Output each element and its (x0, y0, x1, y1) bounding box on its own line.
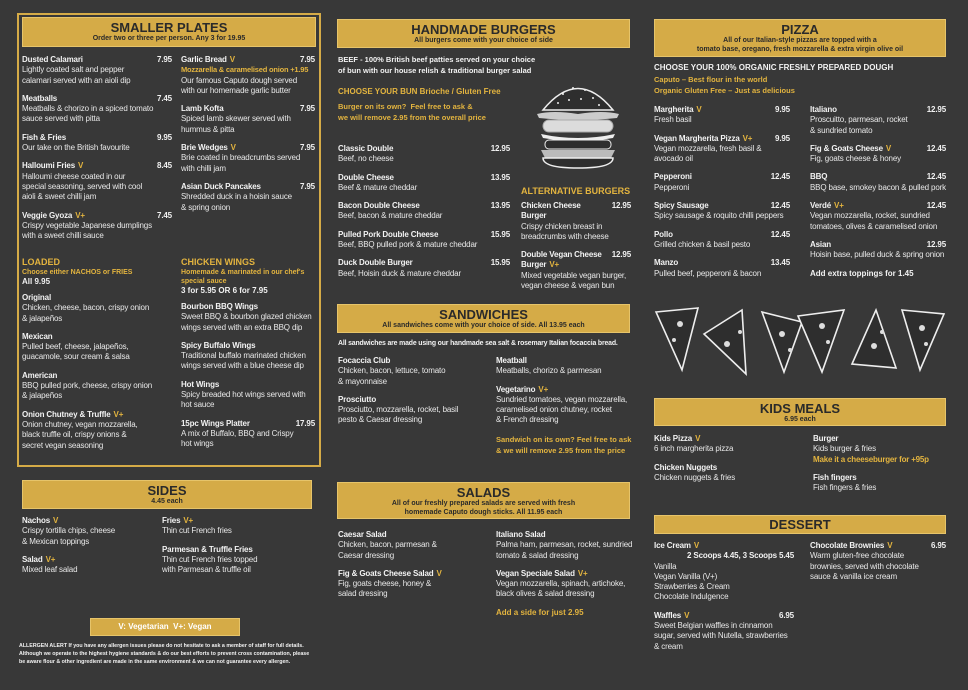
item-name: Onion Chutney & Truffle (22, 409, 111, 419)
item-name: Waffles (654, 610, 682, 620)
sandwiches-left (338, 356, 488, 434)
menu-item (338, 395, 488, 426)
item-name: Manzo (654, 258, 679, 268)
item-price: 13.95 (490, 201, 510, 211)
item-name: 15pc Wings Platter (181, 418, 250, 428)
wings-items (181, 302, 315, 450)
item-note: Mozzarella & caramelised onion +1.95 (181, 65, 309, 75)
pizza-slices-illustration-icon (652, 304, 948, 376)
item-name: Focaccia Club (338, 356, 391, 365)
sandwiches-right-group (496, 356, 632, 456)
dough-heading: CHOOSE YOUR 100% ORGANIC FRESHLY PREPARED DOUGH (654, 63, 894, 72)
menu-item (22, 55, 172, 86)
item-description: BBQ base, smokey bacon & pulled pork (810, 182, 947, 192)
menu-item (338, 201, 510, 222)
alternative-burgers (521, 186, 631, 299)
item-description: Meatballs, chorizo & parmesan (496, 366, 602, 376)
item-name: Caesar Salad (338, 530, 387, 539)
item-price: 12.45 (770, 201, 790, 211)
item-description: Sweet Belgian waffles in cinnamon sugar, served with Nutella, strawberries & cream (654, 621, 788, 651)
allergen-alert: ALLERGEN ALERT If you have any allergen issues please do not hesitate to ask a member of staff for full details. Although we operate to the highest hygiene standards & do our best efforts to prevent cross contamination, please be aware flour & other ingredient are made in the same environment & we can not guarantee every allergen. (19, 643, 310, 665)
section-title: HANDMADE BURGERS (411, 22, 556, 37)
item-description: Fresh basil (654, 115, 692, 125)
menu-item (22, 161, 172, 202)
item-name: Spicy Sausage (654, 201, 709, 211)
diet-tag: V (436, 568, 442, 578)
diet-tag: V+ (75, 210, 85, 220)
menu-item (22, 332, 172, 363)
item-description: Chicken, bacon, parmesan & Caesar dressing (338, 540, 437, 560)
item-description: Pulled beef, cheese, jalapeños, guacamole, sour cream & salsa (22, 342, 130, 362)
legend-vegan: V+: Vegan (173, 622, 212, 631)
dough-option: Caputo – Best flour in the world (654, 75, 768, 84)
item-price: 8.45 (157, 161, 172, 171)
diet-tag: V (696, 105, 702, 114)
sandwiches-right (496, 356, 632, 426)
item-name: Meatball (496, 356, 527, 365)
item-description: Vegan mozzarella, fresh basil & avocado oil (654, 143, 762, 164)
item-name: Burger (813, 434, 839, 443)
item-description: Crispy tortilla chips, cheese & Mexican toppings (22, 526, 116, 546)
group-price: 3 for 5.95 OR 6 for 7.95 (181, 286, 268, 295)
diet-legend (90, 618, 240, 636)
item-description: Chicken nuggets & fries (654, 472, 736, 482)
salad-note: Add a side for just 2.95 (496, 607, 584, 617)
loaded-items (22, 293, 172, 451)
item-price: 13.45 (770, 258, 790, 268)
menu-item (22, 516, 157, 547)
item-description: A mix of Buffalo, BBQ and Crispy hot wings (181, 428, 294, 449)
sandwiches-intro: All sandwiches are made using our handmade sea salt & rosemary Italian focaccia bread. (338, 340, 618, 347)
menu-item (181, 55, 315, 96)
menu-item (810, 172, 946, 193)
menu-item (654, 258, 790, 279)
item-name: Margherita (654, 105, 694, 114)
extra-toppings: Add extra toppings for 1.45 (810, 268, 914, 278)
menu-item (496, 385, 632, 426)
menu-item (521, 250, 631, 291)
sandwiches-header (337, 304, 630, 333)
dough-option: Organic Gluten Free – Just as delicious (654, 86, 795, 95)
alternative-list (521, 201, 631, 291)
item-name: Bacon Double Cheese (338, 201, 420, 211)
item-name: Dusted Calamari (22, 55, 83, 64)
kids-header (654, 398, 946, 426)
menu-item (654, 434, 804, 455)
menu-item (654, 230, 790, 251)
item-description: Lightly coated salt and pepper calamari served with an aioli dip (22, 65, 131, 85)
item-name: Ice Cream (654, 541, 691, 550)
item-description: Palma ham, parmesan, rocket, sundried tomato & salad dressing (496, 540, 633, 560)
section-subtitle: All of our freshly prepared salads are served with fresh homemade Caputo dough sticks. All 11.95 each (391, 500, 576, 516)
item-name: Vegetarino (496, 384, 536, 394)
item-name: Hot Wings (181, 379, 220, 389)
item-name: Chocolate Brownies (810, 541, 885, 550)
menu-item (496, 356, 632, 377)
diet-tag: V+ (45, 554, 56, 564)
burger-note: Burger on its own? Feel free to ask & we will remove 2.95 from the overall price (338, 102, 486, 122)
diet-tag: V+ (577, 568, 588, 578)
menu-item (22, 371, 172, 402)
group-note: Homemade & marinated in our chef's special sauce (181, 269, 305, 285)
menu-item (181, 341, 315, 372)
item-description: Sundried tomatoes, vegan mozzarella, caramelised onion chutney, rocket & French dressing (496, 394, 628, 425)
item-name: Original (22, 293, 52, 302)
menu-item (654, 541, 794, 603)
item-name: Salad (22, 554, 43, 564)
item-description: Our famous Caputo dough served with our homemade garlic butter (181, 75, 298, 95)
item-price: 7.45 (157, 210, 172, 220)
group-title: ALTERNATIVE BURGERS (521, 186, 631, 196)
item-name: Italiano Salad (496, 530, 546, 539)
item-price: 17.95 (295, 418, 315, 428)
menu-item (338, 230, 510, 251)
item-name: Garlic Bread (181, 55, 227, 64)
diet-tag: V+ (549, 260, 560, 270)
menu-item (181, 182, 315, 213)
section-title: SIDES (147, 483, 187, 498)
item-description: Spicy breaded hot wings served with hot sauce (181, 390, 306, 410)
item-description: Crispy chicken breast in breadcrumbs with cheese (521, 221, 609, 241)
menu-item (338, 144, 510, 165)
item-description: Chicken, cheese, bacon, crispy onion & jalapeños (22, 303, 150, 323)
item-description: Onion chutney, vegan mozzarella, black truffle oil, crispy onions & secret vegan seasoning (22, 419, 138, 450)
item-price: 12.45 (926, 201, 946, 211)
menu-item (810, 201, 946, 232)
item-price: 6.95 (931, 541, 946, 550)
menu-item (496, 569, 632, 600)
kids-right (813, 434, 948, 501)
section-subtitle: 6.95 each (784, 416, 816, 423)
item-name: Duck Double Burger (338, 258, 413, 268)
salads-right (496, 530, 632, 600)
burgers-header (337, 19, 630, 48)
item-price: 7.95 (300, 55, 315, 64)
item-description: Meatballs & chorizo in a spiced tomato sauce served with pitta (22, 104, 154, 124)
item-description: Beef, bacon & mature cheddar (338, 211, 443, 221)
sandwich-note: Sandwich on its own? Feel free to ask & we will remove 2.95 from the price (496, 434, 632, 455)
item-price: 9.95 (157, 132, 172, 142)
item-price: 12.45 (926, 143, 946, 153)
smaller-plates-left (22, 55, 172, 249)
dessert-header (654, 515, 946, 534)
item-name: Vegan Margherita Pizza (654, 133, 740, 143)
menu-item (810, 541, 946, 582)
bun-choice: CHOOSE YOUR BUN Brioche / Gluten Free (338, 87, 501, 96)
section-subtitle: Order two or three per person. Any 3 for 19.95 (92, 35, 246, 42)
item-description: Shredded duck in a hoisin sauce & spring onion (181, 192, 292, 212)
smaller-plates-right (181, 55, 315, 221)
diet-tag: V (229, 55, 235, 64)
diet-tag: V (78, 161, 84, 171)
item-name: Chicken Nuggets (654, 462, 718, 472)
diet-tag: V (887, 541, 893, 550)
burger-illustration-icon (533, 72, 623, 172)
item-name: Bourbon BBQ Wings (181, 302, 258, 311)
item-name: Pulled Pork Double Cheese (338, 229, 439, 239)
item-description: Pepperoni (654, 182, 690, 192)
section-title: DESSERT (769, 517, 831, 532)
item-name: Fish fingers (813, 472, 857, 482)
item-name: American (22, 370, 58, 380)
item-price: 7.95 (300, 104, 315, 114)
menu-item (22, 555, 157, 576)
dessert-right (810, 541, 946, 590)
menu-item (654, 172, 790, 193)
item-price: 15.95 (490, 229, 510, 239)
item-description: Vanilla Vegan Vanilla (V+) Strawberries & Cream Chocolate Indulgence (654, 561, 730, 602)
item-description: Vegan mozzarella, spinach, artichoke, black olives & salad dressing (496, 579, 626, 599)
item-description: Crispy vegetable Japanese dumplings with a sweet chilli sauce (22, 220, 152, 241)
diet-tag: V (684, 610, 690, 620)
kids-left (654, 434, 804, 491)
smaller-plates-header (22, 17, 316, 47)
item-price: 12.45 (926, 172, 946, 182)
item-price: 7.95 (157, 55, 172, 64)
diet-tag: V (695, 434, 701, 443)
menu-item (181, 302, 315, 333)
group-note: Choose either NACHOS or FRIES (22, 269, 133, 276)
item-name: Verdé (810, 201, 832, 211)
diet-tag: V (230, 143, 236, 153)
diet-tag: V (885, 143, 892, 153)
burgers-intro: BEEF - 100% British beef patties served on your choice of bun with our house relish & traditional burger salad (338, 55, 536, 75)
loaded-group (22, 257, 172, 459)
group-title: LOADED (22, 257, 60, 267)
dough-options (654, 74, 795, 96)
item-name: Fries (162, 516, 181, 525)
menu-item (654, 201, 790, 222)
item-name: Meatballs (22, 93, 58, 103)
item-description: Warm gluten-free chocolate brownies, served with chocolate sauce & vanilla ice cream (810, 551, 919, 581)
menu-item (654, 611, 794, 652)
item-price: 12.95 (611, 201, 631, 210)
item-name: Spicy Buffalo Wings (181, 340, 256, 350)
item-price: 7.95 (300, 181, 315, 191)
group-title: CHICKEN WINGS (181, 257, 255, 267)
section-subtitle: All sandwiches come with your choice of side. All 13.95 each (382, 322, 585, 329)
item-price: 12.95 (611, 250, 631, 260)
item-name: Mexican (22, 331, 53, 341)
item-name: Classic Double (338, 144, 394, 153)
item-price: 13.95 (490, 172, 510, 182)
section-title: SALADS (456, 485, 511, 500)
item-description: Spiced lamb skewer served with hummus & pitta (181, 114, 291, 134)
item-description: Vegan mozzarella, rocket, sundried tomatoes, olives & caramelised onion (810, 211, 938, 231)
menu-item (813, 434, 948, 465)
diet-tag: V (693, 541, 700, 550)
burgers-list (338, 144, 510, 287)
item-name: Parmesan & Truffle Fries (162, 544, 253, 554)
item-name: Pollo (654, 229, 673, 239)
item-price: 6.95 (779, 610, 794, 620)
item-description: Our take on the British favourite (22, 143, 130, 153)
item-name: Double Cheese (338, 172, 394, 182)
section-title: PIZZA (781, 22, 819, 37)
item-price: 9.95 (775, 133, 790, 143)
item-name: Prosciutto (338, 394, 377, 404)
menu-item (181, 143, 315, 174)
item-price: 12.95 (926, 105, 946, 114)
item-extra-price: 2 Scoops 4.45, 3 Scoops 5.45 (687, 551, 794, 561)
item-name: Fig & Goats Cheese (810, 143, 883, 153)
menu-item (338, 569, 488, 600)
item-description: BBQ pulled pork, cheese, crispy onion & jalapeños (22, 381, 153, 401)
item-name: Vegan Speciale Salad (496, 568, 575, 578)
pizza-right (810, 105, 946, 261)
legend-vegetarian: V: Vegetarian (118, 622, 169, 631)
item-description: Beef, no cheese (338, 154, 394, 164)
section-title: SANDWICHES (439, 307, 528, 322)
item-name: Halloumi Fries (22, 161, 76, 171)
sides-left (22, 516, 157, 583)
section-title: SMALLER PLATES (110, 20, 228, 35)
group-price: All 9.95 (22, 277, 51, 286)
item-price: 15.95 (490, 258, 510, 268)
item-name: Nachos (22, 516, 50, 525)
section-title: KIDS MEALS (759, 401, 841, 416)
item-price: 12.95 (490, 144, 510, 153)
dessert-left (654, 541, 794, 660)
diet-tag: V+ (834, 201, 844, 211)
menu-item (22, 94, 172, 125)
menu-item (813, 473, 948, 494)
item-description: Kids burger & fries (813, 444, 876, 454)
salads-header (337, 482, 630, 519)
item-description: Proscuitto, parmesan, rocket & sundried tomato (810, 115, 908, 135)
menu-item (338, 173, 510, 194)
sides-header (22, 480, 312, 509)
item-description: Beef, Hoisin duck & mature cheddar (338, 268, 461, 278)
item-price: 12.45 (770, 172, 790, 182)
pizza-left (654, 105, 790, 287)
item-description: 6 inch margherita pizza (654, 444, 734, 454)
item-price: 7.45 (157, 93, 172, 103)
item-name: Fig & Goats Cheese Salad (338, 568, 434, 578)
menu-item (181, 380, 315, 411)
pizza-header (654, 19, 946, 57)
item-name: Lamb Kofta (181, 104, 224, 114)
item-name: Asian Duck Pancakes (181, 181, 261, 191)
menu-item (338, 530, 488, 561)
menu-item (181, 419, 315, 450)
menu-item (654, 105, 790, 126)
item-price: 9.95 (775, 105, 790, 114)
menu-item (521, 201, 631, 242)
chicken-wings-group (181, 257, 315, 458)
item-description: Chicken, bacon, lettuce, tomato & mayonnaise (338, 366, 446, 386)
section-subtitle: 4.45 each (151, 498, 183, 505)
item-description: Thin cut French fries topped with Parmesan & truffle oil (162, 554, 258, 575)
item-description: Mixed vegetable vegan burger, vegan cheese & vegan bun (521, 270, 627, 291)
diet-tag: V+ (538, 384, 549, 394)
diet-tag: V+ (183, 516, 194, 525)
item-description: Spicy sausage & roquito chilli peppers (654, 211, 784, 221)
item-name: Veggie Gyoza (22, 210, 73, 220)
pizza-right-group (810, 105, 946, 278)
item-name: Asian (810, 239, 832, 249)
menu-item (181, 104, 315, 135)
item-price: 7.95 (300, 143, 315, 153)
menu-item (22, 133, 172, 154)
item-description: Pulled beef, pepperoni & bacon (654, 268, 762, 278)
diet-tag: V (53, 516, 59, 525)
menu-item (338, 258, 510, 279)
item-note: Make it a cheeseburger for +95p (813, 454, 929, 464)
item-description: Beef, BBQ pulled pork & mature cheddar (338, 240, 478, 250)
item-description: Mixed leaf salad (22, 565, 78, 575)
item-description: Sweet BBQ & bourbon glazed chicken wings served with an extra BBQ dip (181, 312, 312, 332)
menu-item (496, 530, 632, 561)
menu-item (810, 105, 946, 136)
item-description: Halloumi cheese coated in our special seasoning, served with cool aioli & sweet chilli jam (22, 171, 143, 202)
item-description: Brie coated in breadcrumbs served with chilli jam (181, 153, 301, 173)
item-name: BBQ (810, 172, 828, 182)
menu-item (810, 240, 946, 261)
item-description: Traditional buffalo marinated chicken wings served with a blue cheese dip (181, 351, 306, 371)
menu-item (162, 545, 312, 576)
section-subtitle: All burgers come with your choice of side (414, 37, 553, 44)
menu-item (654, 463, 804, 484)
item-name: Fish & Fries (22, 132, 66, 142)
item-description: Fish fingers & fries (813, 483, 877, 493)
item-description: Fig, goats cheese & honey (810, 154, 901, 164)
salads-left (338, 530, 488, 608)
item-name: Kids Pizza (654, 434, 693, 443)
section-subtitle: All of our Italian-style pizzas are topped with a tomato base, oregano, fresh mozzarella & extra virgin olive oil (696, 37, 904, 53)
item-description: Fig, goats cheese, honey & salad dressing (338, 579, 432, 599)
menu-item (654, 134, 790, 165)
salads-right-group (496, 530, 632, 617)
sides-right (162, 516, 312, 583)
item-description: Beef & mature cheddar (338, 182, 418, 192)
menu-item (22, 410, 172, 451)
diet-tag: V+ (113, 409, 124, 419)
item-price: 12.45 (770, 229, 790, 239)
item-price: 12.95 (926, 239, 946, 249)
item-name: Double Vegan Cheese Burger (521, 250, 602, 270)
menu-item (810, 144, 946, 165)
menu-item (338, 356, 488, 387)
item-description: Grilled chicken & basil pesto (654, 239, 751, 249)
item-description: Hoisin base, pulled duck & spring onion (810, 250, 945, 260)
item-name: Brie Wedges (181, 143, 228, 153)
diet-tag: V+ (742, 133, 753, 143)
item-description: Thin cut French fries (162, 526, 232, 536)
menu-item (22, 293, 172, 324)
item-description: Prosciutto, mozzarella, rocket, basil pesto & Caesar dressing (338, 405, 459, 425)
item-name: Italiano (810, 105, 837, 114)
menu-item (22, 211, 172, 242)
item-name: Pepperoni (654, 172, 692, 182)
item-name: Chicken Cheese Burger (521, 201, 581, 221)
menu-item (162, 516, 312, 537)
